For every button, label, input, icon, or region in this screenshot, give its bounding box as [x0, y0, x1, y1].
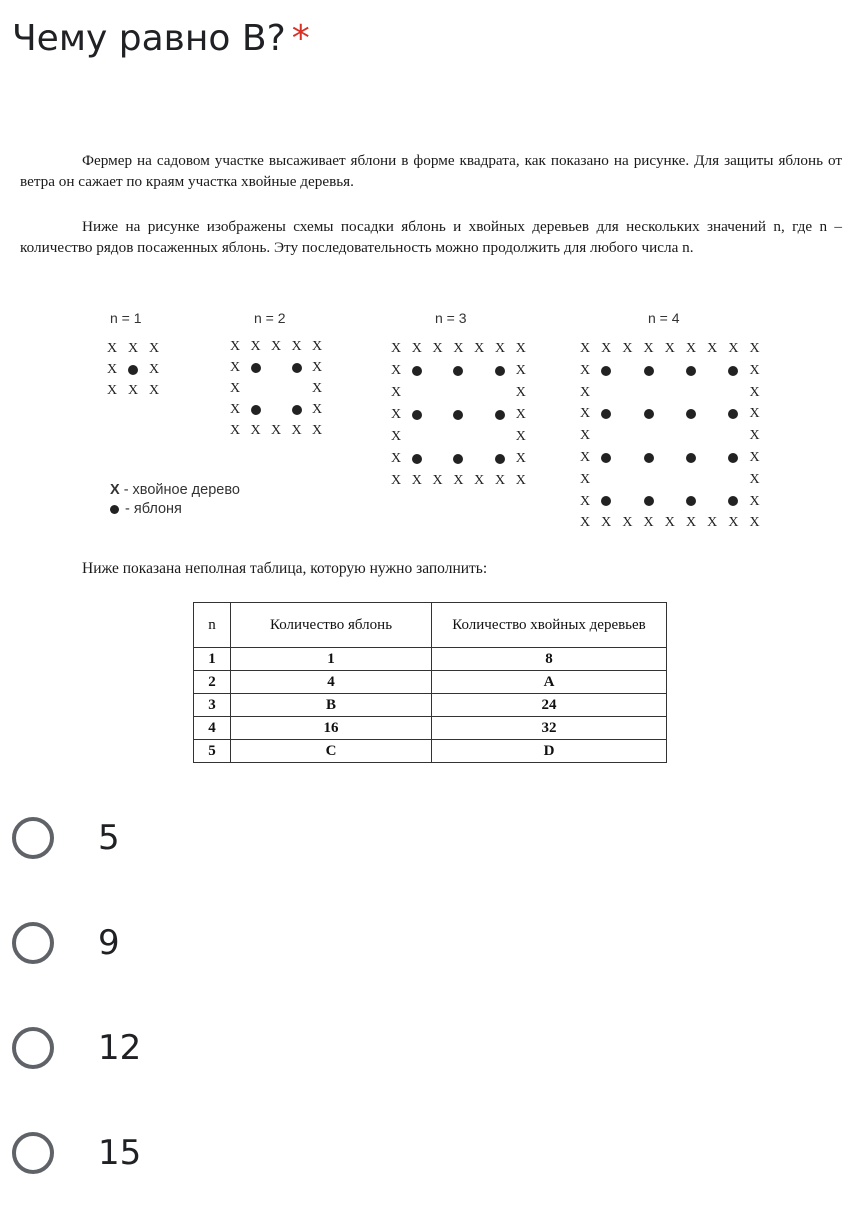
- table-cell: A: [432, 671, 667, 694]
- table-cell: 8: [432, 648, 667, 671]
- conifer-tree-mark: X: [579, 471, 591, 487]
- table-row: [194, 671, 667, 694]
- conifer-tree-mark: X: [474, 473, 485, 488]
- conifer-tree-mark: X: [515, 451, 526, 466]
- diagram-label-n4: n = 4: [648, 310, 680, 326]
- conifer-tree-mark: X: [579, 450, 591, 465]
- conifer-tree-mark: X: [494, 473, 506, 488]
- conifer-tree-mark: X: [474, 341, 485, 356]
- conifer-tree-mark: X: [229, 339, 241, 354]
- conifer-tree-mark: X: [148, 362, 160, 377]
- problem-paragraph-1: Фермер на садовом участке высаживает яблони в форме квадрата, как показано на рисунке. Для защиты яблонь от ветра он сажает по краям участка хвойные деревья.: [20, 152, 842, 190]
- apple-tree-icon: [596, 363, 616, 379]
- apple-tree-icon: [681, 450, 701, 466]
- apple-tree-icon: [723, 450, 743, 466]
- apple-tree-icon: [681, 363, 701, 379]
- conifer-tree-mark: X: [127, 383, 139, 398]
- conifer-tree-mark: X: [229, 360, 241, 375]
- conifer-tree-mark: X: [579, 341, 591, 356]
- apple-tree-icon: [287, 402, 307, 418]
- table-header: Количество яблонь: [231, 603, 432, 648]
- conifer-tree-mark: X: [390, 451, 402, 466]
- table-row: [194, 648, 667, 671]
- apple-tree-icon: [723, 363, 743, 379]
- conifer-tree-mark: X: [749, 341, 760, 356]
- diagram-label-n2: n = 2: [254, 310, 286, 326]
- option-5[interactable]: [12, 812, 120, 864]
- conifer-tree-mark: X: [515, 341, 526, 356]
- conifer-tree-mark: X: [453, 473, 464, 488]
- legend-tree: X - хвойное дерево: [110, 482, 240, 498]
- conifer-tree-mark: X: [515, 407, 526, 422]
- conifer-tree-mark: X: [622, 515, 633, 531]
- conifer-tree-mark: X: [749, 428, 760, 444]
- apple-tree-icon: [639, 494, 659, 510]
- conifer-tree-mark: X: [579, 493, 591, 509]
- conifer-tree-mark: X: [291, 423, 302, 438]
- conifer-tree-mark: X: [311, 360, 323, 375]
- conifer-tree-mark: X: [411, 473, 422, 488]
- conifer-tree-mark: X: [515, 385, 526, 400]
- table-row: [194, 717, 667, 740]
- table-row: [194, 694, 667, 717]
- conifer-tree-mark: X: [579, 384, 591, 400]
- conifer-tree-mark: X: [106, 362, 118, 377]
- apple-tree-icon: [639, 363, 659, 379]
- conifer-tree-mark: X: [390, 385, 402, 400]
- conifer-tree-mark: X: [579, 362, 591, 378]
- conifer-tree-mark: X: [390, 341, 402, 356]
- apple-tree-icon: [723, 406, 743, 422]
- table-cell: 1: [194, 648, 231, 671]
- conifer-tree-mark: X: [728, 341, 739, 356]
- conifer-tree-mark: X: [229, 381, 241, 396]
- diagram-label-n1: n = 1: [110, 310, 142, 326]
- table-caption: Ниже показана неполная таблица, которую нужно заполнить:: [82, 560, 488, 577]
- apple-tree-icon: [723, 494, 743, 510]
- apple-tree-icon: [681, 406, 701, 422]
- conifer-tree-mark: X: [250, 339, 261, 354]
- conifer-tree-mark: X: [579, 406, 591, 422]
- conifer-tree-mark: X: [311, 339, 323, 354]
- table-cell: 5: [194, 740, 231, 763]
- conifer-tree-mark: X: [270, 339, 282, 354]
- conifer-tree-mark: X: [749, 515, 760, 531]
- conifer-tree-mark: X: [411, 341, 422, 356]
- option-label[interactable]: 12: [98, 1028, 142, 1068]
- table-cell: 3: [194, 694, 231, 717]
- apple-tree-icon: [448, 363, 468, 379]
- apple-tree-icon: [490, 451, 510, 467]
- conifer-tree-mark: X: [749, 362, 760, 378]
- conifer-tree-mark: X: [291, 339, 302, 354]
- conifer-tree-mark: X: [311, 402, 323, 417]
- option-12[interactable]: [12, 1022, 141, 1074]
- conifer-tree-mark: X: [515, 363, 526, 378]
- conifer-tree-mark: X: [390, 363, 402, 378]
- apple-dot-icon: [110, 505, 119, 514]
- table-cell: 4: [231, 671, 432, 694]
- conifer-tree-mark: X: [515, 429, 526, 444]
- conifer-tree-mark: X: [749, 384, 760, 400]
- option-label[interactable]: 15: [98, 1133, 142, 1173]
- table-cell: 32: [432, 717, 667, 740]
- conifer-tree-mark: X: [106, 341, 118, 356]
- apple-tree-icon: [639, 450, 659, 466]
- apple-tree-icon: [639, 406, 659, 422]
- conifer-tree-mark: X: [432, 473, 443, 488]
- table-row: [194, 740, 667, 763]
- option-15[interactable]: [12, 1127, 141, 1179]
- conifer-tree-mark: X: [270, 423, 282, 438]
- problem-paragraph-2: Ниже на рисунке изображены схемы посадки яблонь и хвойных деревьев для нескольких значений n, где n – количество рядов посаженных яблонь. Эту последовательность можно продолжить для любого числа n.: [20, 218, 842, 256]
- apple-tree-icon: [246, 360, 266, 376]
- apple-tree-icon: [123, 362, 143, 378]
- conifer-tree-mark: X: [229, 402, 241, 417]
- conifer-tree-mark: X: [601, 341, 612, 356]
- table-header: Количество хвойных деревьев: [432, 603, 667, 648]
- conifer-tree-mark: X: [311, 423, 323, 438]
- conifer-tree-mark: X: [127, 341, 139, 356]
- conifer-tree-mark: X: [685, 515, 697, 531]
- conifer-tree-mark: X: [229, 423, 241, 438]
- apple-tree-icon: [596, 450, 616, 466]
- conifer-tree-mark: X: [707, 515, 718, 531]
- conifer-tree-mark: X: [664, 515, 675, 531]
- problem-image: [0, 140, 845, 780]
- conifer-tree-mark: X: [148, 341, 160, 356]
- question-title-text: Чему равно В?: [12, 18, 286, 59]
- conifer-tree-mark: X: [432, 341, 443, 356]
- required-asterisk: *: [291, 18, 310, 59]
- radio-button[interactable]: [12, 817, 54, 859]
- conifer-tree-mark: X: [250, 423, 261, 438]
- conifer-tree-mark: X: [494, 341, 506, 356]
- conifer-tree-mark: X: [749, 406, 760, 422]
- table-header: n: [194, 603, 231, 648]
- conifer-tree-mark: X: [622, 341, 633, 356]
- apple-tree-icon: [287, 360, 307, 376]
- table-header-row: [194, 603, 667, 648]
- apple-tree-icon: [596, 406, 616, 422]
- apple-tree-icon: [490, 363, 510, 379]
- question-title: [12, 18, 310, 59]
- conifer-tree-mark: X: [515, 473, 526, 488]
- conifer-tree-mark: X: [728, 515, 739, 531]
- diagram-label-n3: n = 3: [435, 310, 467, 326]
- apple-tree-icon: [407, 363, 427, 379]
- conifer-tree-mark: X: [707, 341, 718, 356]
- conifer-tree-mark: X: [390, 407, 402, 422]
- apple-tree-icon: [681, 494, 701, 510]
- data-table: [193, 602, 667, 763]
- table-cell: 2: [194, 671, 231, 694]
- conifer-tree-mark: X: [390, 473, 402, 488]
- radio-button[interactable]: [12, 1027, 54, 1069]
- legend-tree-mark: X: [110, 482, 120, 498]
- apple-tree-icon: [448, 451, 468, 467]
- conifer-tree-mark: X: [579, 428, 591, 444]
- apple-tree-icon: [246, 402, 266, 418]
- apple-tree-icon: [596, 494, 616, 510]
- conifer-tree-mark: X: [453, 341, 464, 356]
- radio-button[interactable]: [12, 922, 54, 964]
- conifer-tree-mark: X: [685, 341, 697, 356]
- table-cell: C: [231, 740, 432, 763]
- conifer-tree-mark: X: [749, 450, 760, 465]
- table-cell: 1: [231, 648, 432, 671]
- conifer-tree-mark: X: [749, 493, 760, 509]
- conifer-tree-mark: X: [390, 429, 402, 444]
- conifer-tree-mark: X: [643, 515, 654, 531]
- table-cell: 4: [194, 717, 231, 740]
- apple-tree-icon: [407, 451, 427, 467]
- option-label[interactable]: 9: [98, 923, 120, 963]
- legend-apple: - яблоня: [110, 501, 182, 517]
- table-cell: 16: [231, 717, 432, 740]
- apple-tree-icon: [490, 407, 510, 423]
- apple-tree-icon: [407, 407, 427, 423]
- conifer-tree-mark: X: [106, 383, 118, 398]
- option-label[interactable]: 5: [98, 818, 120, 858]
- conifer-tree-mark: X: [643, 341, 654, 356]
- apple-tree-icon: [448, 407, 468, 423]
- table-cell: B: [231, 694, 432, 717]
- table-cell: D: [432, 740, 667, 763]
- conifer-tree-mark: X: [148, 383, 160, 398]
- conifer-tree-mark: X: [601, 515, 612, 531]
- table-cell: 24: [432, 694, 667, 717]
- conifer-tree-mark: X: [664, 341, 675, 356]
- conifer-tree-mark: X: [579, 515, 591, 531]
- conifer-tree-mark: X: [311, 381, 323, 396]
- option-9[interactable]: [12, 917, 120, 969]
- radio-button[interactable]: [12, 1132, 54, 1174]
- conifer-tree-mark: X: [749, 471, 760, 487]
